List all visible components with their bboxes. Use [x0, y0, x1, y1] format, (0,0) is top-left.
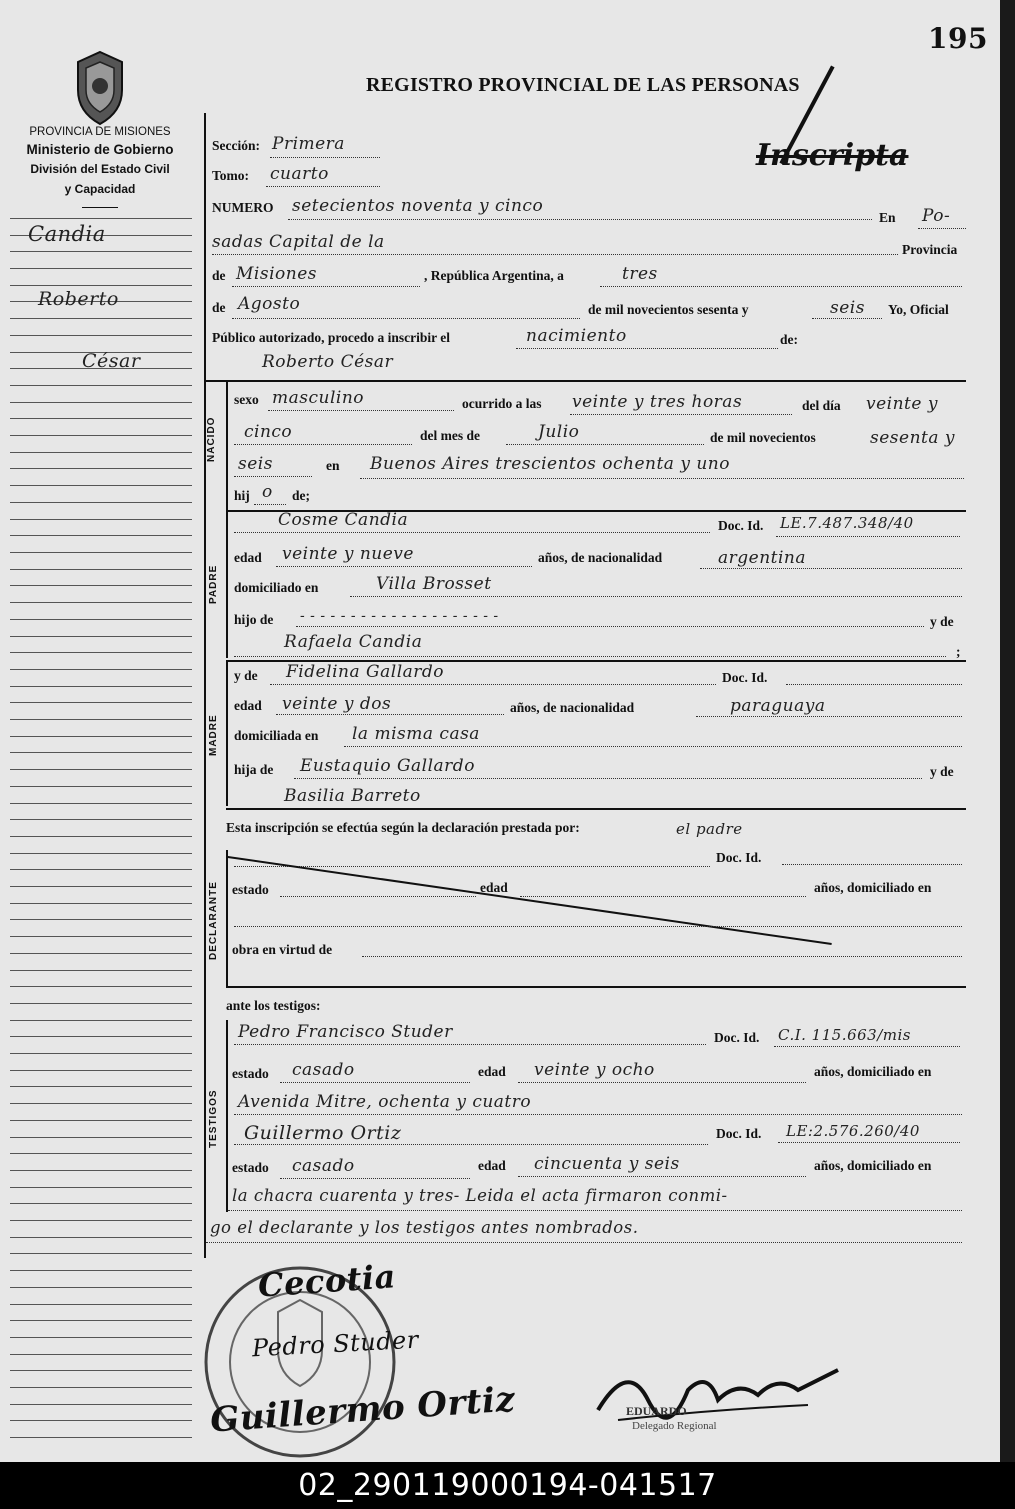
testigo1-estado-value: casado: [292, 1060, 355, 1080]
padre-semicolon: ;: [956, 644, 961, 659]
margin-rule-line: [10, 619, 192, 620]
signature-2: Pedro Studer: [251, 1325, 420, 1363]
margin-rule-line: [10, 251, 192, 252]
madre-edad-label: edad: [234, 698, 262, 713]
padre-dom-label: domiciliado en: [234, 580, 319, 595]
margin-rule-line: [10, 869, 192, 870]
seccion-value: Primera: [272, 134, 345, 154]
publico-label: Público autorizado, procedo a inscribir el: [212, 330, 450, 345]
del-mes-label: del mes de: [420, 428, 480, 443]
dia-a-value: tres: [622, 264, 658, 284]
margin-rule-line: [10, 285, 192, 286]
margin-rule-line: [10, 585, 192, 586]
coat-of-arms-icon: [70, 50, 130, 126]
margin-rule-line: [10, 1420, 192, 1421]
margin-rule-line: [10, 786, 192, 787]
obra-label: obra en virtud de: [232, 942, 333, 957]
testigo2-dom-value: la chacra cuarenta y tres- Leida el acta firmaron conmi-: [232, 1186, 728, 1205]
mil-novec-label: de mil novecientos: [710, 430, 816, 445]
testigo2-nombre-value: Guillermo Ortiz: [244, 1122, 402, 1144]
margin-rule-line: [10, 468, 192, 469]
margin-rule-line: [10, 986, 192, 987]
header-rule: [82, 207, 118, 208]
mes-nac-value: Julio: [538, 422, 580, 442]
official-stamp-name: EDUARDO: [626, 1404, 687, 1418]
footer-id: 02_290119000194-041517: [0, 1462, 1015, 1509]
margin-rule-line: [10, 1036, 192, 1037]
margin-rule-line: [10, 1404, 192, 1405]
margin-rule-line: [10, 335, 192, 336]
section-padre-label: PADRE: [208, 564, 219, 604]
anio-nac-value-2: seis: [238, 454, 273, 474]
margin-rule-line: [10, 936, 192, 937]
margin-rule-line: [10, 318, 192, 319]
testigo1-dom-label: años, domiciliado en: [814, 1064, 932, 1079]
declarante-edad-label: edad: [480, 880, 508, 895]
testigos-label: ante los testigos:: [226, 998, 321, 1013]
margin-first-name: Roberto: [38, 288, 119, 310]
madre-y-de-prefix: y de: [234, 668, 258, 683]
padre-nombre-value: Cosme Candia: [278, 510, 409, 530]
margin-rule-line: [10, 385, 192, 386]
margin-surname: Candia: [28, 222, 106, 246]
margin-rule-line: [10, 970, 192, 971]
margin-rule-line: [10, 686, 192, 687]
margin-rule-line: [10, 435, 192, 436]
madre-y-de-value: Basilia Barreto: [284, 786, 421, 806]
de-semi-label: de;: [292, 488, 310, 503]
hora-value: veinte y tres horas: [572, 392, 743, 412]
testigo2-dom-label: años, domiciliado en: [814, 1158, 932, 1173]
testigo1-edad-value: veinte y ocho: [534, 1060, 655, 1080]
inscripta-stamp: Inscripta: [756, 138, 909, 173]
madre-edad-value: veinte y dos: [282, 694, 392, 714]
declarante-estado-label: estado: [232, 882, 269, 897]
testigo2-edad-value: cincuenta y seis: [534, 1154, 680, 1174]
margin-rule-line: [10, 1053, 192, 1054]
anio-value: seis: [830, 298, 865, 318]
declarante-value: el padre: [676, 820, 743, 838]
testigo1-doc-value: C.I. 115.663/mis: [778, 1026, 911, 1044]
margin-rule-line: [10, 1304, 192, 1305]
padre-nac-label: años, de nacionalidad: [538, 550, 663, 565]
acto-value: nacimiento: [526, 326, 627, 346]
declarante-doc-label: Doc. Id.: [716, 850, 762, 865]
margin-rule-line: [10, 402, 192, 403]
padre-edad-label: edad: [234, 550, 262, 565]
province-label: PROVINCIA DE MISIONES: [29, 126, 171, 138]
margin-rule-line: [10, 819, 192, 820]
testigo2-edad-label: edad: [478, 1158, 506, 1173]
margin-rule-line: [10, 1070, 192, 1071]
declarante-crossout: [228, 856, 832, 945]
margin-rule-line: [10, 769, 192, 770]
closing-text: go el declarante y los testigos antes nombrados.: [210, 1218, 639, 1237]
margin-rule-line: [10, 886, 192, 887]
padre-doc-label: Doc. Id.: [718, 518, 764, 533]
margin-rule-line: [10, 552, 192, 553]
margin-rule-line: [10, 1003, 192, 1004]
section-madre-label: MADRE: [208, 714, 219, 756]
madre-hija-de-label: hija de: [234, 762, 274, 777]
madre-dom-label: domiciliada en: [234, 728, 319, 743]
testigo2-doc-value: LE:2.576.260/40: [786, 1122, 920, 1140]
en-lower-label: en: [326, 458, 340, 473]
margin-rule-line: [10, 953, 192, 954]
margin-rule-line: [10, 268, 192, 269]
testigo1-doc-label: Doc. Id.: [714, 1030, 760, 1045]
margin-rule-line: [10, 1153, 192, 1154]
republica-label: , República Argentina, a: [424, 268, 564, 283]
margin-rule-line: [10, 218, 192, 219]
testigo1-estado-label: estado: [232, 1066, 269, 1081]
margin-rule-line: [10, 702, 192, 703]
padre-nac-value: argentina: [718, 548, 807, 568]
margin-rule-line: [10, 1387, 192, 1388]
de-colon-label: de:: [780, 332, 798, 347]
de-label-1: de: [212, 268, 226, 283]
del-dia-label: del día: [802, 398, 841, 413]
margin-rule-line: [10, 1237, 192, 1238]
mes-value: Agosto: [238, 294, 301, 314]
margin-rule-line: [10, 1086, 192, 1087]
seccion-label: Sección:: [212, 138, 260, 153]
madre-dom-value: la misma casa: [352, 724, 480, 744]
en-city-part1: Po-: [922, 206, 951, 226]
padre-y-de-label: y de: [930, 614, 954, 629]
sexo-label: sexo: [234, 392, 259, 407]
document-title: REGISTRO PROVINCIAL DE LAS PERSONAS: [366, 74, 800, 96]
margin-rule-line: [10, 535, 192, 536]
dia-value-2: cinco: [244, 422, 293, 442]
margin-rule-line: [10, 719, 192, 720]
margin-rule-line: [10, 1220, 192, 1221]
margin-rule-line: [10, 1320, 192, 1321]
testigo1-dom-value: Avenida Mitre, ochenta y cuatro: [238, 1092, 532, 1112]
inscripcion-label: Esta inscripción se efectúa según la declaración prestada por:: [226, 820, 580, 835]
hij-label: hij: [234, 488, 250, 503]
madre-y-de-label: y de: [930, 764, 954, 779]
declarante-dom-label: años, domiciliado en: [814, 880, 932, 895]
madre-nombre-value: Fidelina Gallardo: [286, 662, 445, 682]
margin-rule-line: [10, 418, 192, 419]
margin-rule-line: [10, 569, 192, 570]
padre-dom-value: Villa Brosset: [376, 574, 492, 594]
tomo-label: Tomo:: [212, 168, 250, 183]
ocurrido-label: ocurrido a las: [462, 396, 542, 411]
dia-value-1: veinte y: [866, 394, 938, 414]
margin-rule-line: [10, 1137, 192, 1138]
margin-rule-line: [10, 736, 192, 737]
margin-rule-line: [10, 602, 192, 603]
testigo2-doc-label: Doc. Id.: [716, 1126, 762, 1141]
madre-doc-label: Doc. Id.: [722, 670, 768, 685]
anio-nac-value-1: sesenta y: [870, 428, 955, 448]
margin-rule-line: [10, 452, 192, 453]
lugar-value: Buenos Aires trescientos ochenta y uno: [370, 454, 730, 474]
padre-hijo-de-label: hijo de: [234, 612, 274, 627]
signature-1: Cecotia: [256, 1257, 397, 1305]
signature-3: Guillermo Ortiz: [208, 1379, 517, 1441]
margin-rule-line: [10, 836, 192, 837]
sexo-value: masculino: [272, 388, 365, 408]
padre-edad-value: veinte y nueve: [282, 544, 414, 564]
margin-rule-line: [10, 636, 192, 637]
testigo1-edad-label: edad: [478, 1064, 506, 1079]
official-stamp-role: Delegado Regional: [632, 1420, 717, 1432]
section-declarante-label: DECLARANTE: [208, 881, 219, 960]
madre-hija-de-value: Eustaquio Gallardo: [300, 756, 475, 776]
testigo2-estado-label: estado: [232, 1160, 269, 1175]
numero-value: setecientos noventa y cinco: [292, 196, 544, 216]
margin-rule-line: [10, 519, 192, 520]
madre-nac-value: paraguaya: [730, 696, 826, 716]
division-label: División del Estado Civil: [30, 162, 170, 176]
madre-nac-label: años, de nacionalidad: [510, 700, 635, 715]
section-testigos-label: TESTIGOS: [208, 1089, 219, 1148]
sesenta-label: de mil novecientos sesenta y: [588, 302, 749, 317]
provincia-label: Provincia: [902, 242, 958, 257]
en-city-part2: sadas Capital de la: [212, 232, 385, 252]
tomo-value: cuarto: [270, 164, 329, 184]
margin-rule-line: [10, 1370, 192, 1371]
margin-rule-line: [10, 1020, 192, 1021]
page-number: 195: [928, 22, 988, 55]
capacity-label: y Capacidad: [64, 182, 136, 196]
margin-rule-line: [10, 853, 192, 854]
margin-rule-line: [10, 1354, 192, 1355]
margin-rule-line: [10, 485, 192, 486]
margin-rule-line: [10, 1103, 192, 1104]
de-label-2: de: [212, 300, 226, 315]
nombre-value: Roberto César: [262, 352, 394, 372]
testigo1-nombre-value: Pedro Francisco Studer: [238, 1022, 453, 1042]
margin-rule-line: [10, 803, 192, 804]
margin-rule-line: [10, 1287, 192, 1288]
margin-rule-line: [10, 1203, 192, 1204]
margin-rule-line: [10, 919, 192, 920]
padre-doc-value: LE.7.487.348/40: [780, 514, 914, 532]
section-nacido-label: NACIDO: [206, 416, 217, 462]
main-border: [204, 113, 206, 1258]
margin-rule-line: [10, 1337, 192, 1338]
en-label: En: [879, 210, 896, 225]
margin-rule-line: [10, 1437, 192, 1438]
margin-rule-line: [10, 752, 192, 753]
padre-hijo-de-value: - - - - - - - - - - - - - - - - - - - -: [300, 608, 499, 624]
margin-rule-line: [10, 1187, 192, 1188]
testigo2-estado-value: casado: [292, 1156, 355, 1176]
margin-rule-line: [10, 903, 192, 904]
margin-rule-line: [10, 1253, 192, 1254]
margin-rule-line: [10, 1270, 192, 1271]
margin-rule-line: [10, 652, 192, 653]
ministry-label: Ministerio de Gobierno: [26, 142, 174, 157]
provincia-value: Misiones: [236, 264, 317, 284]
margin-rule-line: [10, 1170, 192, 1171]
numero-label: NUMERO: [212, 200, 274, 215]
margin-rule-line: [10, 1120, 192, 1121]
margin-rule-line: [10, 502, 192, 503]
hijo-suffix-value: o: [262, 482, 273, 502]
margin-rule-line: [10, 669, 192, 670]
padre-y-de-value: Rafaela Candia: [284, 632, 423, 652]
yo-oficial-label: Yo, Oficial: [888, 302, 949, 317]
margin-second-name: César: [82, 350, 141, 372]
